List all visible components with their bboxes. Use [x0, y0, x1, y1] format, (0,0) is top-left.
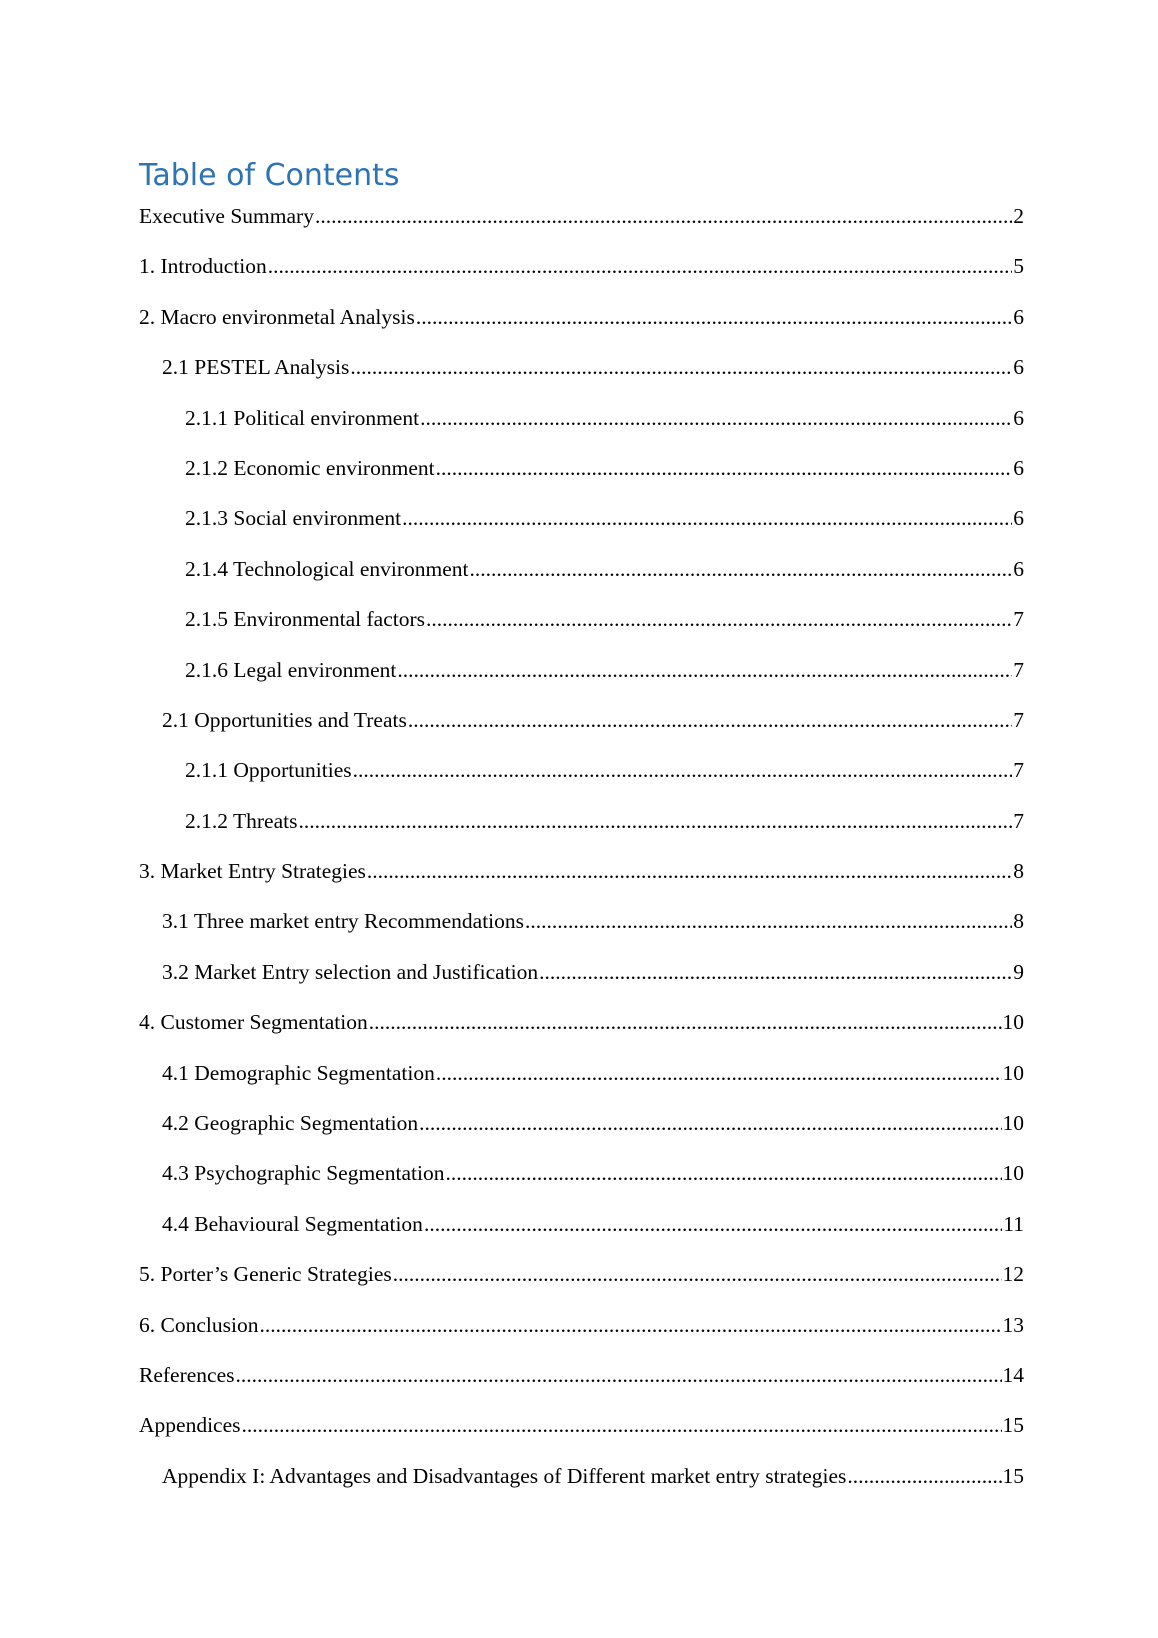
- toc-page-number: 9: [1013, 959, 1024, 984]
- toc-entry[interactable]: [139, 1361, 1024, 1411]
- toc-entry[interactable]: [139, 303, 1024, 353]
- toc-entry-text: 2.1.2 Economic environment: [185, 455, 435, 480]
- toc-entry[interactable]: [139, 857, 1024, 907]
- toc-entry-text: 3.1 Three market entry Recommendations: [162, 909, 525, 934]
- toc-entry[interactable]: [139, 907, 1024, 957]
- toc-entry-text: 2.1.5 Environmental factors: [185, 607, 426, 632]
- toc-entry-text: 2.1.1 Opportunities: [185, 758, 352, 783]
- toc-dot-leader: [420, 404, 1012, 432]
- toc-dot-leader: [315, 202, 1012, 230]
- toc-entry[interactable]: [139, 353, 1024, 403]
- toc-entry[interactable]: [139, 1311, 1024, 1361]
- toc-page-number: 6: [1013, 405, 1024, 430]
- toc-entry-text: 2.1.3 Social environment: [185, 506, 402, 531]
- toc-page-number: 8: [1013, 859, 1024, 884]
- toc-dot-leader: [424, 1210, 1002, 1238]
- toc-page-number: 6: [1013, 455, 1024, 480]
- toc-page-number: 14: [1002, 1362, 1024, 1387]
- toc-entry-text: 1. Introduction: [139, 254, 267, 279]
- toc-entry-text: Appendix I: Advantages and Disadvantages of Different market entry strategies: [162, 1463, 847, 1488]
- toc-entry[interactable]: [139, 252, 1024, 302]
- toc-dot-leader: [445, 1159, 1001, 1187]
- toc-entry[interactable]: [139, 958, 1024, 1008]
- toc-entry[interactable]: [139, 1210, 1024, 1260]
- toc-dot-leader: [353, 756, 1013, 784]
- toc-entry-text: 2.1.2 Threats: [185, 808, 298, 833]
- toc-entry[interactable]: [139, 1462, 1024, 1512]
- toc-dot-leader: [539, 958, 1012, 986]
- toc-entry-text: Executive Summary: [139, 204, 314, 228]
- toc-heading: Table of Contents: [139, 158, 400, 193]
- toc-list: [139, 202, 1024, 1512]
- toc-entry[interactable]: [139, 404, 1024, 454]
- toc-page-number: 10: [1002, 1161, 1024, 1186]
- toc-entry[interactable]: [139, 656, 1024, 706]
- toc-entry[interactable]: [139, 1008, 1024, 1058]
- toc-entry-text: 4.3 Psychographic Segmentation: [162, 1161, 445, 1186]
- toc-dot-leader: [397, 656, 1012, 684]
- toc-entry[interactable]: [139, 1059, 1024, 1109]
- toc-entry-text: 4. Customer Segmentation: [139, 1010, 368, 1035]
- toc-page-number: 13: [1002, 1312, 1024, 1337]
- toc-dot-leader: [367, 857, 1012, 885]
- toc-dot-leader: [470, 555, 1013, 583]
- toc-page-number: 15: [1002, 1413, 1024, 1438]
- toc-page-number: 7: [1013, 758, 1024, 783]
- toc-dot-leader: [393, 1260, 1002, 1288]
- toc-page-number: 10: [1002, 1010, 1024, 1035]
- toc-page-number: 6: [1013, 304, 1024, 329]
- toc-page-number: 5: [1013, 254, 1024, 279]
- toc-entry-text: 5. Porter’s Generic Strategies: [139, 1262, 392, 1287]
- toc-page-number: 2: [1013, 204, 1024, 228]
- toc-page-number: 11: [1003, 1211, 1024, 1236]
- toc-dot-leader: [236, 1361, 1002, 1389]
- toc-entry[interactable]: [139, 1159, 1024, 1209]
- toc-entry-text: 4.1 Demographic Segmentation: [162, 1060, 435, 1085]
- toc-entry-text: 2.1.6 Legal environment: [185, 657, 397, 682]
- toc-dot-leader: [416, 303, 1012, 331]
- toc-page-number: 10: [1002, 1111, 1024, 1136]
- toc-entry[interactable]: [139, 1109, 1024, 1159]
- toc-page-number: 8: [1013, 909, 1024, 934]
- toc-entry-text: Appendices: [139, 1413, 241, 1438]
- toc-page-number: 7: [1013, 657, 1024, 682]
- toc-page-number: 10: [1002, 1060, 1024, 1085]
- toc-entry[interactable]: [139, 504, 1024, 554]
- toc-entry-text: 2.1 PESTEL Analysis: [162, 355, 350, 380]
- toc-entry-text: 2.1.1 Political environment: [185, 405, 420, 430]
- toc-entry[interactable]: [139, 605, 1024, 655]
- toc-page-number: 15: [1002, 1463, 1024, 1488]
- toc-page-number: 7: [1013, 707, 1024, 732]
- toc-dot-leader: [426, 605, 1012, 633]
- toc-entry[interactable]: [139, 1411, 1024, 1461]
- toc-entry-text: 4.4 Behavioural Segmentation: [162, 1211, 423, 1236]
- toc-entry[interactable]: [139, 454, 1024, 504]
- toc-dot-leader: [298, 807, 1012, 835]
- toc-page-number: 7: [1013, 808, 1024, 833]
- toc-dot-leader: [369, 1008, 1002, 1036]
- toc-dot-leader: [408, 706, 1012, 734]
- toc-dot-leader: [436, 454, 1013, 482]
- toc-entry-text: 6. Conclusion: [139, 1312, 259, 1337]
- toc-dot-leader: [436, 1059, 1002, 1087]
- toc-entry-text: 2. Macro environmetal Analysis: [139, 304, 415, 329]
- toc-entry[interactable]: [139, 807, 1024, 857]
- toc-dot-leader: [402, 504, 1012, 532]
- toc-entry[interactable]: [139, 555, 1024, 605]
- toc-page-number: 6: [1013, 556, 1024, 581]
- toc-dot-leader: [525, 907, 1012, 935]
- toc-dot-leader: [268, 252, 1012, 280]
- toc-entry-text: 2.1.4 Technological environment: [185, 556, 469, 581]
- toc-page-number: 7: [1013, 607, 1024, 632]
- toc-dot-leader: [242, 1411, 1002, 1439]
- toc-page-number: 6: [1013, 506, 1024, 531]
- toc-entry[interactable]: [139, 756, 1024, 806]
- toc-dot-leader: [259, 1311, 1001, 1339]
- toc-entry[interactable]: [139, 706, 1024, 756]
- toc-entry-text: 3. Market Entry Strategies: [139, 859, 366, 884]
- toc-dot-leader: [350, 353, 1012, 381]
- toc-dot-leader: [419, 1109, 1001, 1137]
- toc-entry-text: 4.2 Geographic Segmentation: [162, 1111, 419, 1136]
- toc-entry-text: 2.1 Opportunities and Treats: [162, 707, 407, 732]
- toc-entry[interactable]: [139, 202, 1024, 252]
- toc-dot-leader: [847, 1462, 1001, 1490]
- toc-entry-text: 3.2 Market Entry selection and Justification: [162, 959, 539, 984]
- toc-entry[interactable]: [139, 1260, 1024, 1310]
- toc-page-number: 6: [1013, 355, 1024, 380]
- toc-page-number: 12: [1002, 1262, 1024, 1287]
- toc-entry-text: References: [139, 1362, 235, 1387]
